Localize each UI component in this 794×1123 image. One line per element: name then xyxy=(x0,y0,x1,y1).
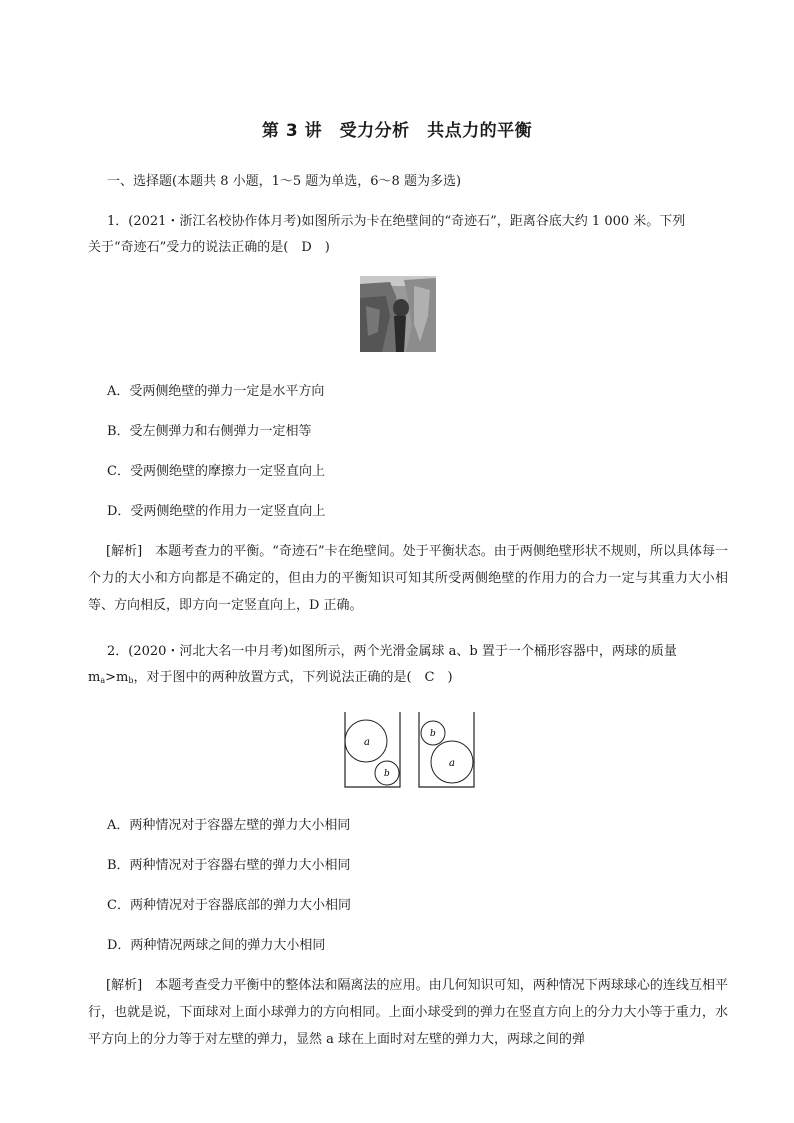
q2-subscript-b: b xyxy=(128,676,134,685)
q2-mass-compare: >m xyxy=(105,670,129,685)
q1-stem-line1: 1．(2021・浙江名校协作体月考)如图所示为卡在绝壁间的“奇迹石”，距离谷底大约 1 000 米。下列 xyxy=(107,214,686,229)
q2-mass-symbol-a: m xyxy=(88,670,101,685)
q2-stem-rest: ，对于图中的两种放置方式，下列说法正确的是( C ) xyxy=(133,670,453,685)
q1-option-a: A．受两侧绝壁的弹力一定是水平方向 xyxy=(107,384,325,399)
fig-left-label-a: a xyxy=(364,737,370,748)
q1-option-b: B．受左侧弹力和右侧弹力一定相等 xyxy=(107,424,312,439)
section-heading: 一、选择题(本题共 8 小题，1～5 题为单选，6～8 题为多选) xyxy=(107,174,462,189)
q1-stem-line2: 关于“奇迹石”受力的说法正确的是( D ) xyxy=(88,240,330,255)
q2-stem-line1: 2．(2020・河北大名一中月考)如图所示，两个光滑金属球 a、b 置于一个桶形容器中，两球的质量 xyxy=(107,644,677,659)
miracle-stone-image xyxy=(360,276,436,352)
q2-option-a: A．两种情况对于容器左壁的弹力大小相同 xyxy=(107,818,351,833)
q2-option-b: B．两种情况对于容器右壁的弹力大小相同 xyxy=(107,858,351,873)
fig-left-label-b: b xyxy=(384,769,390,779)
q2-stem-line2 xyxy=(88,666,453,685)
q1-analysis: [解析] 本题考查力的平衡。“奇迹石”卡在绝壁间。处于平衡状态。由于两侧绝壁形状不规则，所以具体每一个力的大小和方向都是不确定的，但由力的平衡知识可知其所受两侧绝壁的作用力的合力一定与其重力大小相等、方向相反，即方向一定竖直向上，D 正确。 xyxy=(88,544,728,613)
two-containers-figure xyxy=(342,710,482,794)
q2-option-c: C．两种情况对于容器底部的弹力大小相同 xyxy=(107,898,351,913)
q2-option-d: D．两种情况两球之间的弹力大小相同 xyxy=(107,938,326,953)
q2-subscript-a: a xyxy=(100,676,106,685)
page-title: 第 3 讲 受力分析 共点力的平衡 xyxy=(261,121,533,141)
miracle-stone-photo xyxy=(360,276,436,352)
q1-option-c: C．受两侧绝壁的摩擦力一定竖直向上 xyxy=(107,464,325,479)
container-diagram xyxy=(342,710,482,790)
q2-analysis: [解析] 本题考查受力平衡中的整体法和隔离法的应用。由几何知识可知，两种情况下两球球心的连线互相平行，也就是说，下面球对上面小球弹力的方向相同。上面小球受到的弹力在竖直方向上的分力大小等于重力，水平方向上的分力等于对左壁的弹力，显然 a 球在上面时对左壁的弹力大，两球之间的弹 xyxy=(88,978,728,1047)
fig-right-label-b: b xyxy=(430,729,436,739)
q1-option-d: D．受两侧绝壁的作用力一定竖直向上 xyxy=(107,504,326,519)
fig-right-label-a: a xyxy=(449,758,455,769)
